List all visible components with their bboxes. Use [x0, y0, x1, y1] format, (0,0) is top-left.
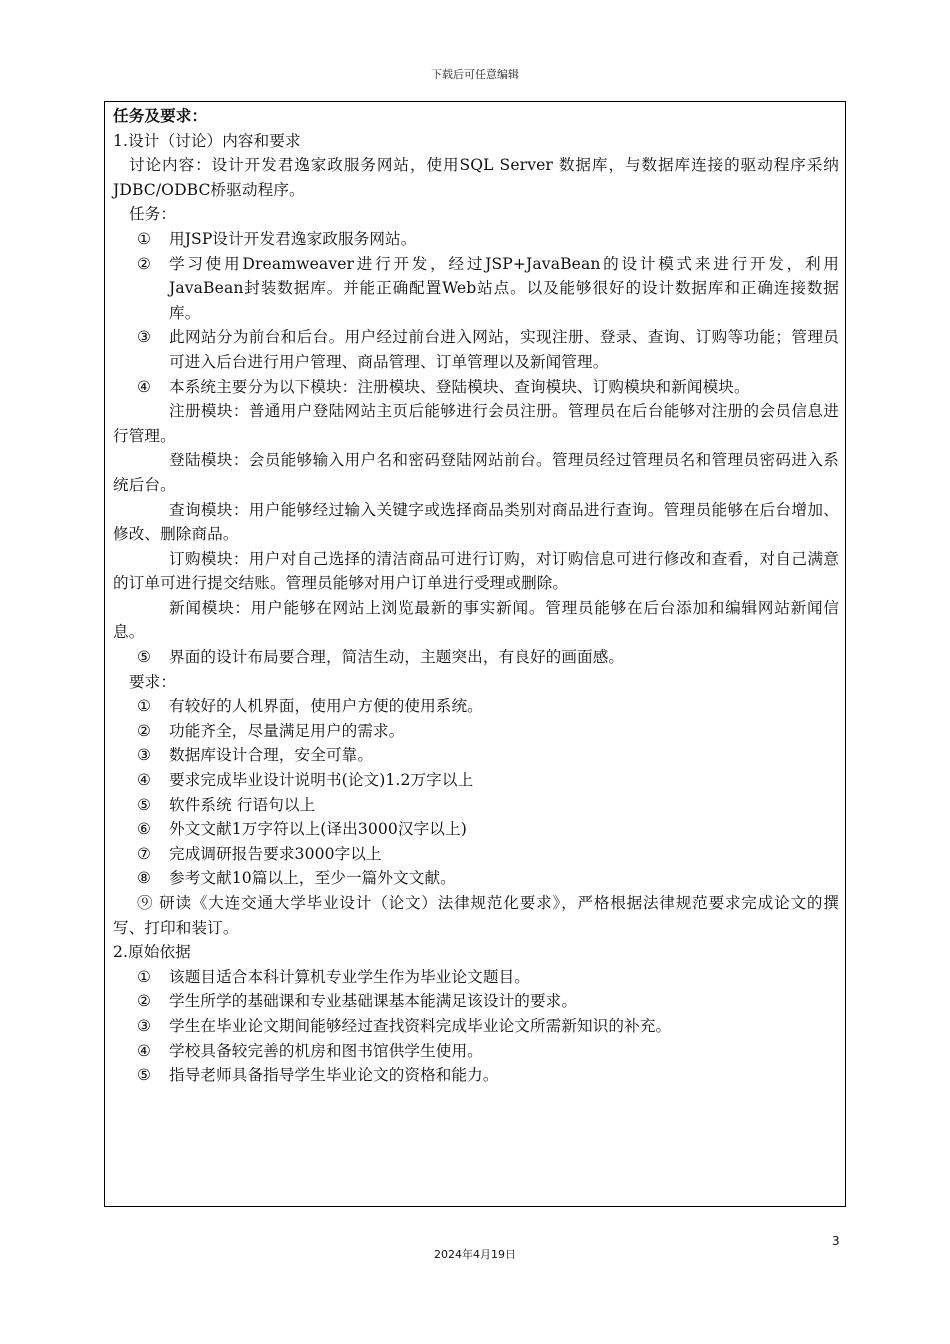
item-number: ① [137, 697, 152, 716]
item-number: ⑧ [137, 869, 152, 888]
requirement-item [113, 866, 839, 891]
item-number: ③ [137, 746, 152, 765]
item-number: ② [137, 254, 152, 273]
item-text: 指导老师具备指导学生毕业论文的资格和能力。 [169, 1066, 499, 1085]
item-text: 外文文献1万字符以上(译出3000汉字以上) [169, 820, 467, 839]
item-number: ① [137, 229, 152, 248]
item-number: ④ [137, 377, 152, 396]
basis-item [113, 989, 839, 1014]
section2-heading: 2.原始依据 [113, 943, 191, 962]
requirement-item [113, 817, 839, 842]
page-number: 3 [832, 1234, 840, 1248]
item-number: ⑦ [137, 844, 152, 863]
item-number: ④ [137, 1041, 152, 1060]
module-login: 登陆模块：会员能够输入用户名和密码登陆网站前台。管理员经过管理员名和管理员密码进入系统后台。 [113, 451, 839, 494]
tasks-label: 任务： [129, 205, 177, 224]
item-number: ③ [137, 328, 152, 347]
item-number: ② [137, 992, 152, 1011]
task-item [113, 375, 839, 400]
item-text: 学生在毕业论文期间能够经过查找资料完成毕业论文所需新知识的补充。 [169, 1016, 672, 1035]
module-register: 注册模块：普通用户登陆网站主页后能够进行会员注册。管理员在后台能够对注册的会员信息进行管理。 [113, 402, 839, 445]
item-number: ① [137, 967, 152, 986]
item-text: 此网站分为前台和后台。用户经过前台进入网站，实现注册、登录、查询、订购等功能；管理员可进入后台进行用户管理、商品管理、订单管理以及新闻管理。 [169, 328, 839, 371]
task-item [113, 252, 839, 326]
item-text: 界面的设计布局要合理，简洁生动，主题突出，有良好的画面感。 [169, 648, 625, 667]
page-header: 下载后可任意编辑 [431, 68, 519, 81]
item-text: 学校具备较完善的机房和图书馆供学生使用。 [169, 1041, 483, 1060]
item-number: ⑤ [137, 795, 152, 814]
task-requirements-box [104, 101, 846, 1207]
item-text: 学习使用Dreamweaver进行开发，经过JSP+JavaBean的设计模式来进行开发，利用JavaBean封装数据库。并能正确配置Web站点。以及能够很好的设计数据库和正确连接数据库。 [169, 254, 839, 322]
discussion-intro: 讨论内容：设计开发君逸家政服务网站，使用SQL Server 数据库，与数据库连接的驱动程序采纳JDBC/ODBC桥驱动程序。 [113, 156, 839, 199]
requirements-label: 要求： [129, 672, 177, 691]
item-text: 要求完成毕业设计说明书(论文)1.2万字以上 [169, 771, 474, 790]
item-text: 软件系统 行语句以上 [169, 795, 316, 814]
item-text: 本系统主要分为以下模块：注册模块、登陆模块、查询模块、订购模块和新闻模块。 [169, 377, 750, 396]
section-title: 任务及要求： [113, 106, 208, 125]
item-number: ④ [137, 771, 152, 790]
item-text: 功能齐全，尽量满足用户的需求。 [169, 721, 405, 740]
item-text: 完成调研报告要求3000字以上 [169, 844, 382, 863]
page-date: 2024年4月19日 [434, 1248, 516, 1261]
module-query: 查询模块：用户能够经过输入关键字或选择商品类别对商品进行查询。管理员能够在后台增加、修改、删除商品。 [113, 500, 839, 544]
requirement-item [113, 842, 839, 867]
basis-item [113, 1063, 839, 1088]
basis-item [113, 1039, 839, 1064]
item-text: 用JSP设计开发君逸家政服务网站。 [169, 229, 417, 248]
task-item [113, 325, 839, 374]
item-number: ⑥ [137, 820, 152, 839]
item-number: ② [137, 721, 152, 740]
item-text: 数据库设计合理，安全可靠。 [169, 746, 374, 765]
requirement-item [113, 719, 839, 744]
box-content [113, 104, 839, 1088]
item-number: ⑤ [137, 1066, 152, 1085]
requirement-item [113, 793, 839, 818]
item-number: ⑤ [137, 648, 152, 667]
requirement-item [113, 694, 839, 719]
item-text: 该题目适合本科计算机专业学生作为毕业论文题目。 [169, 967, 530, 986]
item-text: 有较好的人机界面，使用户方便的使用系统。 [169, 697, 483, 716]
item-text: 参考文献10篇以上，至少一篇外文文献。 [169, 869, 456, 888]
requirement-item [113, 768, 839, 793]
task-item [113, 227, 839, 252]
requirement-item-9: ⑨ 研读《大连交通大学毕业设计（论文）法律规范化要求》，严格根据法律规范要求完成论文的撰写、打印和装订。 [113, 894, 839, 937]
task-item [113, 645, 839, 670]
module-order: 订购模块：用户对自己选择的清洁商品可进行订购，对订购信息可进行修改和查看，对自己满意的订单可进行提交结账。管理员能够对用户订单进行受理或删除。 [113, 549, 839, 593]
requirement-item [113, 743, 839, 768]
section1-heading: 1.设计（讨论）内容和要求 [113, 131, 301, 150]
item-text: 学生所学的基础课和专业基础课基本能满足该设计的要求。 [169, 992, 578, 1011]
module-news: 新闻模块：用户能够在网站上浏览最新的事实新闻。管理员能够在后台添加和编辑网站新闻信息。 [113, 598, 839, 642]
basis-item [113, 965, 839, 990]
basis-item [113, 1014, 839, 1039]
item-number: ③ [137, 1016, 152, 1035]
